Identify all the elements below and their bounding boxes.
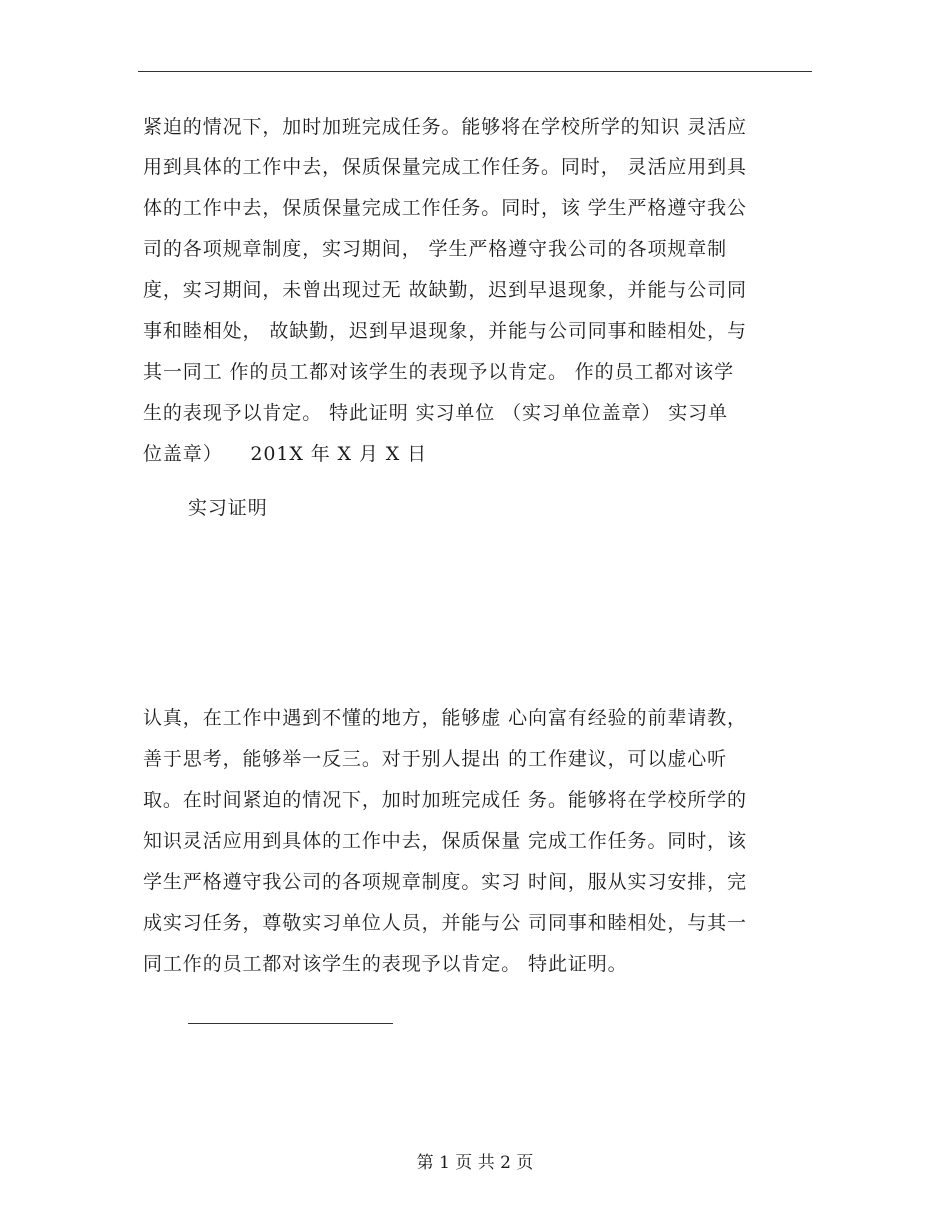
paragraph1-line: 生的表现予以肯定。 特此证明 实习单位 （实习单位盖章） 实习单	[143, 402, 728, 424]
paragraph1-line: 度，实习期间，未曾出现过无 故缺勤，迟到早退现象，并能与公司同	[143, 279, 747, 301]
form-line-3	[143, 614, 813, 654]
form-title: 实习证明	[188, 497, 268, 519]
date-line	[188, 1038, 588, 1078]
signature-blank[interactable]	[188, 1023, 393, 1024]
paragraph2-line: 善于思考，能够举一反三。对于别人提出 的工作建议，可以虚心听	[143, 748, 728, 770]
page-number: 第 1 页 共 2 页	[416, 1153, 534, 1173]
paragraph1-line: 用到具体的工作中去，保质保量完成工作任务。同时， 灵活应用到具	[143, 156, 747, 178]
paragraph2-line: 学生严格遵守我公司的各项规章制度。实习 时间，服从实习安排，完	[143, 871, 747, 893]
paragraph1-line: 紧迫的情况下，加时加班完成任务。能够将在学校所学的知识 灵活应	[143, 116, 747, 138]
paragraph2-line: 同工作的员工都对该学生的表现予以肯定。 特此证明。	[143, 953, 628, 975]
paragraph1-line: 司的各项规章制度，实习期间， 学生严格遵守我公司的各项规章制	[143, 238, 728, 260]
form-line-1	[188, 530, 813, 570]
paragraph2-line: 取。在时间紧迫的情况下，加时加班完成任 务。能够将在学校所学的	[143, 789, 747, 811]
paragraph1-line: 体的工作中去，保质保量完成工作任务。同时，该 学生严格遵守我公	[143, 197, 747, 219]
paragraph2-line: 认真，在工作中遇到不懂的地方，能够虚 心向富有经验的前辈请教，	[143, 707, 747, 729]
paragraph1-line: 其一同工 作的员工都对该学生的表现予以肯定。 作的员工都对该学	[143, 361, 734, 383]
form-line-4	[143, 656, 813, 696]
header-rule	[138, 71, 812, 72]
paragraph2-line: 知识灵活应用到具体的工作中去，保质保量 完成工作任务。同时，该	[143, 830, 747, 852]
paragraph2-line: 成实习任务，尊敬实习单位人员，并能与公 司同事和睦相处，与其一	[143, 912, 747, 934]
paragraph1-line: 事和睦相处， 故缺勤，迟到早退现象，并能与公司同事和睦相处，与	[143, 320, 747, 342]
form-line-2	[143, 572, 813, 612]
paragraph1-line: 位盖章） 201X 年 X 月 X 日	[143, 443, 428, 465]
